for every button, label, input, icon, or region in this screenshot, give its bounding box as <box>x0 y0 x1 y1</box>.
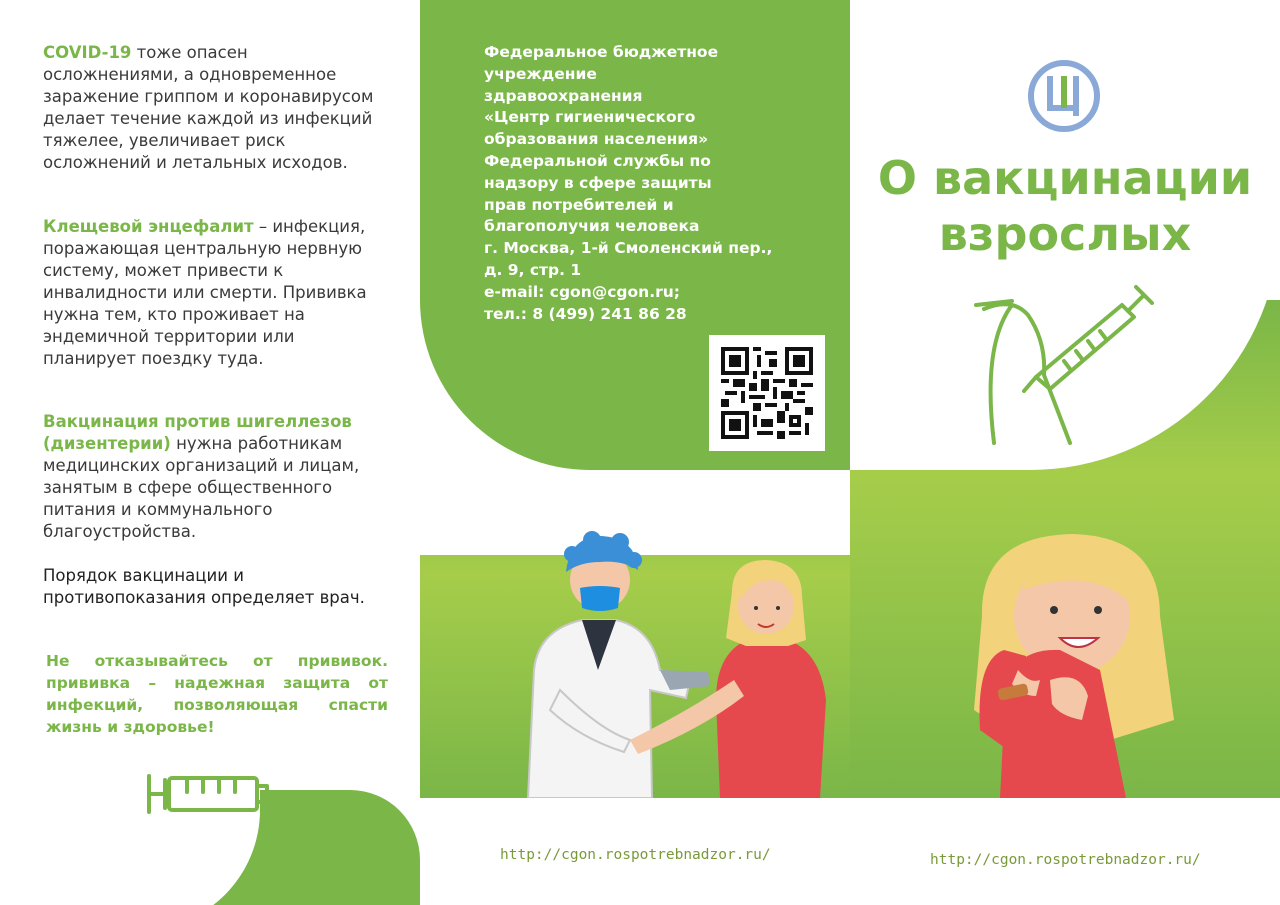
callout-text: Не отказывайтесь от прививок. прививка – надежная защита от инфекций, позволяющая спасти жизнь и здоровье! <box>46 652 388 736</box>
address-line: учреждение <box>484 64 597 83</box>
address-line: благополучия человека <box>484 217 700 236</box>
qr-code-icon <box>721 347 813 439</box>
encephalitis-text: – инфекция, поражающая центральную нервную систему, может привести к инвалидности или смерти. Прививка нужна тем, кто проживает на эндемичной территории или планирует поездку туда. <box>43 217 367 368</box>
middle-panel <box>420 0 850 905</box>
qr-code[interactable] <box>709 335 825 451</box>
arm-syringe-icon <box>972 275 1162 445</box>
encephalitis-paragraph <box>43 216 373 370</box>
address-line: г. Москва, 1-й Смоленский пер., <box>484 239 773 258</box>
phone-line: тел.: 8 (499) 241 86 28 <box>484 304 687 323</box>
left-panel <box>0 0 420 905</box>
encephalitis-highlight: Клещевой энцефалит <box>43 217 254 236</box>
address-line: прав потребителей и <box>484 195 674 214</box>
address-line: Федеральное бюджетное <box>484 43 719 61</box>
covid-highlight: COVID-19 <box>43 43 132 62</box>
address-line: «Центр гигиенического <box>484 108 696 127</box>
title-line-1: О вакцинации <box>877 151 1253 205</box>
syringe-icon <box>145 768 300 820</box>
address-line: образования населения» <box>484 130 709 149</box>
page-title <box>850 150 1280 262</box>
shigellosis-highlight: Вакцинация против шигеллезов (дизентерии) <box>43 412 352 453</box>
address-line: надзору в сфере защиты <box>484 173 712 192</box>
address-line: Федеральной службы по <box>484 151 711 170</box>
nurse-vaccinating-patient-illustration <box>520 520 850 798</box>
shigellosis-text: нужна работникам медицинских организаций и лицам, занятым в сфере общественного питания и коммунального благоустройства. <box>43 434 360 541</box>
shigellosis-paragraph <box>43 411 393 543</box>
covid-paragraph <box>43 42 388 174</box>
website-url[interactable]: http://cgon.rospotrebnadzor.ru/ <box>500 847 771 863</box>
cgon-logo-icon <box>1026 58 1102 134</box>
address-line: д. 9, стр. 1 <box>484 260 582 279</box>
website-url[interactable]: http://cgon.rospotrebnadzor.ru/ <box>930 852 1201 868</box>
vaccinated-woman-illustration <box>960 520 1280 798</box>
order-paragraph: Порядок вакцинации и противопоказания определяет врач. <box>43 566 365 607</box>
title-line-2: взрослых <box>938 207 1192 261</box>
right-panel <box>850 0 1280 905</box>
email-line[interactable]: e-mail: cgon@cgon.ru; <box>484 282 680 301</box>
organization-address <box>484 42 824 325</box>
covid-text: тоже опасен осложнениями, а одновременное заражение гриппом и коронавирусом делает течение каждой из инфекций тяжелее, увеличивает риск осложнений и летальных исходов. <box>43 43 374 172</box>
address-line: здравоохранения <box>484 86 643 105</box>
